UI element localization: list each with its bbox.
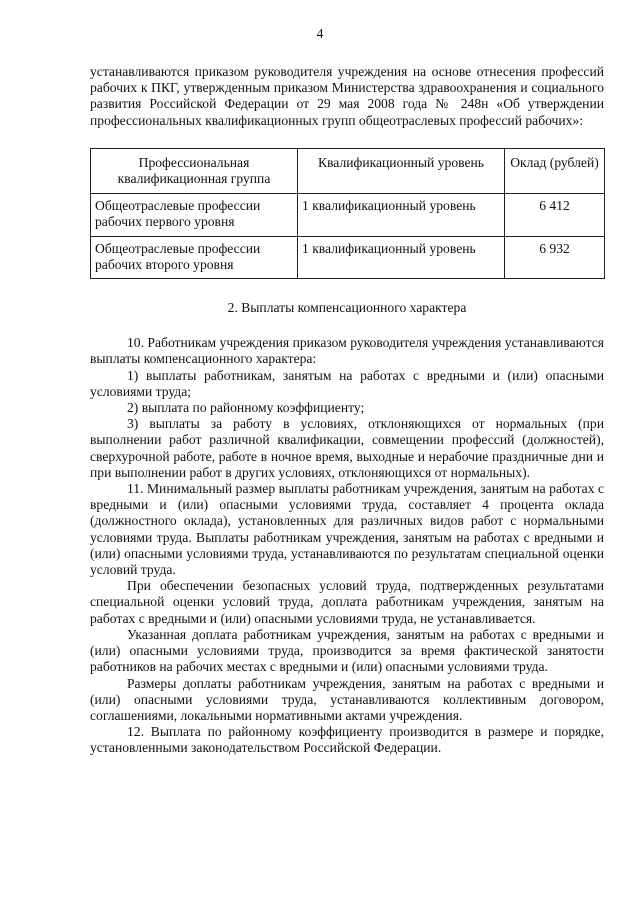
paragraph-11-payment-amounts: Размеры доплаты работникам учреждения, занятым на работах с вредными и (или) опасными условиями труда, устанавливаются коллективным договором, соглашениями, локальными нормативными актами учреждения. xyxy=(90,675,604,723)
paragraph-11-payment-time: Указанная доплата работникам учреждения, занятым на работах с вредными и (или) опасными условиями труда, производится за время фактической занятости работников на рабочих местах с вредными и (или) опасными условиями труда. xyxy=(90,626,604,675)
header-qualification-level: Квалификационный уровень xyxy=(298,148,505,193)
page-number: 4 xyxy=(316,26,324,41)
intro-paragraph: устанавливаются приказом руководителя учреждения на основе отнесения профессий рабочих к ПКГ, утвержденным приказом Министерства здравоохранения и социального развития Российской Федерации от 29 мая 2008 года № 248н «Об утверждении профессиональных квалификационных групп общеотраслевых профессий рабочих»: xyxy=(90,64,604,128)
cell-level: 1 квалификационный уровень xyxy=(298,194,505,236)
cell-group: Общеотраслевые профессии рабочих первого уровня xyxy=(91,194,298,236)
paragraph-10-item-3: 3) выплаты за работу в условиях, отклоняющихся от нормальных (при выполнении работ различной квалификации, совмещении профессий (должностей), сверхурочной работе, работе в ночное время, выходные и нерабочие праздничные дни и при выполнении работ в других условиях, отклоняющихся от нормальных). xyxy=(90,416,604,480)
cell-level: 1 квалификационный уровень xyxy=(298,236,505,278)
header-salary: Оклад (рублей) xyxy=(505,148,605,193)
paragraph-12: 12. Выплата по районному коэффициенту производится в размере и порядке, установленными законодательством Российской Федерации. xyxy=(90,724,604,756)
document-body xyxy=(90,64,604,757)
salary-table xyxy=(90,148,605,279)
header-qualification-group: Профессиональная квалификационная группа xyxy=(91,148,298,193)
section-title: 2. Выплаты компенсационного характера xyxy=(227,300,467,316)
paragraph-10: 10. Работникам учреждения приказом руководителя учреждения устанавливаются выплаты компенсационного характера: xyxy=(90,335,604,367)
paragraph-11: 11. Минимальный размер выплаты работникам учреждения, занятым на работах с вредными и (или) опасными условиями труда, составляет 4 процента оклада (должностного оклада), установленных для различных видов работ с нормальными условиями труда. Выплаты работникам учреждения, занятым на работах с вредными и (или) опасными условиями труда, устанавливаются по результатам специальной оценки условий труда. xyxy=(90,481,604,578)
paragraph-10-item-2: 2) выплата по районному коэффициенту; xyxy=(127,400,365,416)
paragraph-10-item-1: 1) выплаты работникам, занятым на работах с вредными и (или) опасными условиями труда; xyxy=(90,367,604,399)
paragraph-11-safe-conditions: При обеспечении безопасных условий труда, подтвержденных результатами специальной оценки условий труда, доплата работникам учреждения, занятым на работах с вредными и (или) опасными условиями труда, не устанавливается. xyxy=(90,578,604,626)
cell-group: Общеотраслевые профессии рабочих второго уровня xyxy=(91,236,298,278)
table-row xyxy=(91,194,605,236)
table-row xyxy=(91,236,605,278)
table-header-row xyxy=(91,148,605,193)
cell-salary: 6 932 xyxy=(505,236,605,278)
cell-salary: 6 412 xyxy=(505,194,605,236)
